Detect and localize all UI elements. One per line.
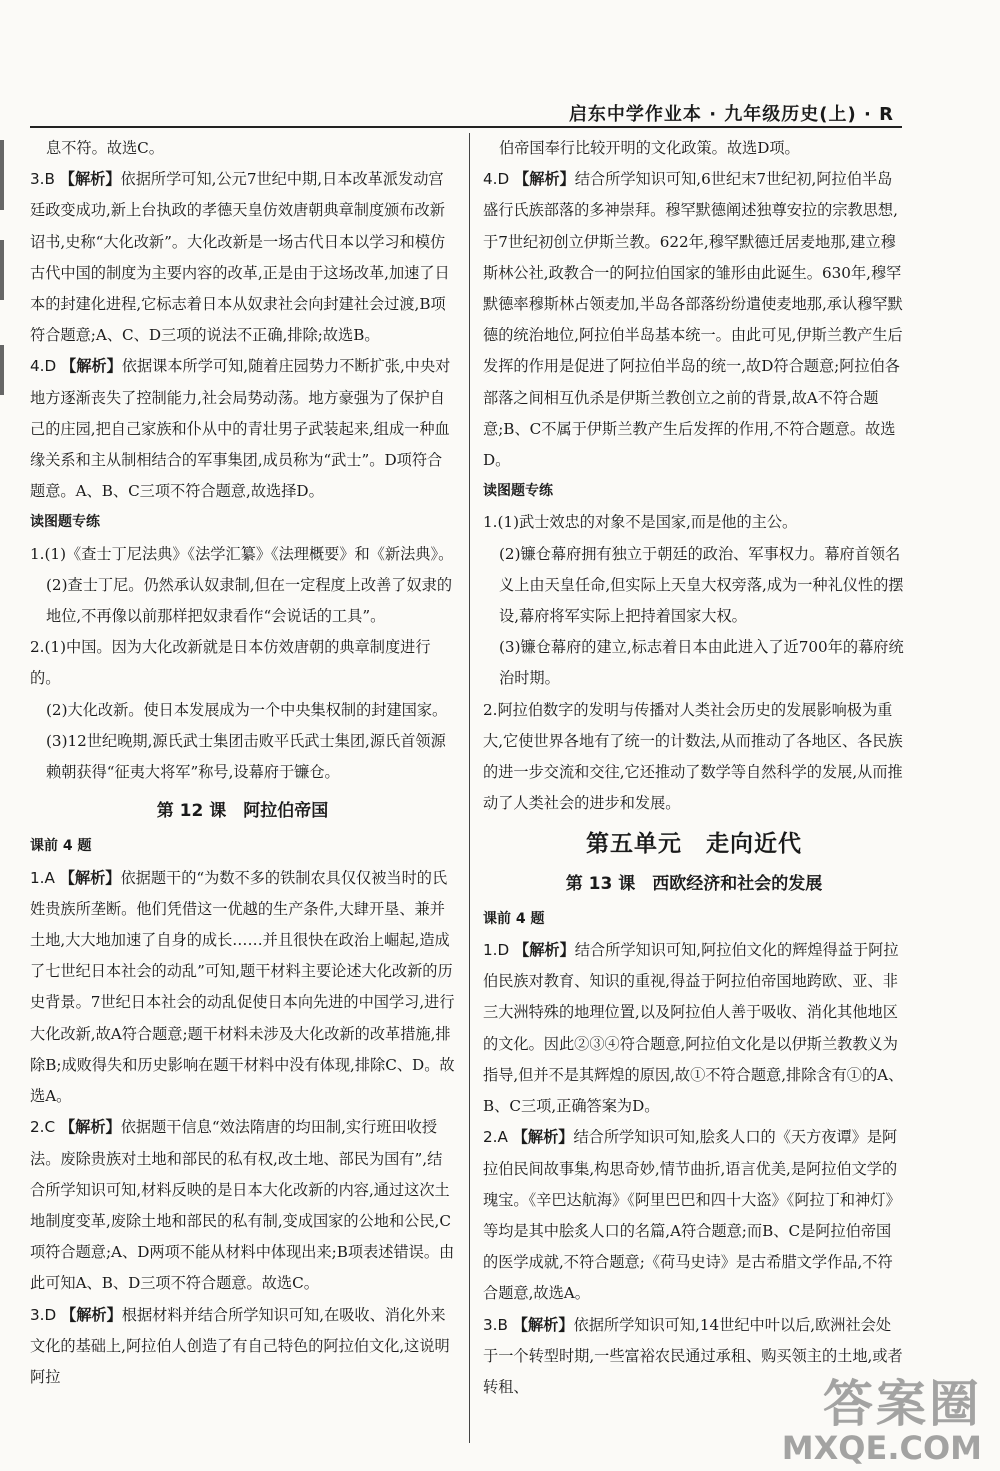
analysis-tag: 【解析】 — [61, 1305, 122, 1324]
answer-text: 结合所学知识可知,脍炙人口的《天方夜谭》是阿拉伯民间故事集,构思奇妙,情节曲折,语言优美,是阿拉伯文学的瑰宝。《辛巴达航海》《阿里巴巴和四十大盗》《阿拉丁和神灯》等均是其中脍炙人口的名篇,A符合题意;而B、C是阿拉伯帝国的医学成就,不符合题意;《荷马史诗》是古希腊文学作品,不符合题意,故选A。 — [483, 1128, 901, 1303]
site-watermark — [782, 1377, 982, 1465]
answer-item: (3)12世纪晚期,源氏武士集团击败平氏武士集团,源氏首领源赖朝获得“征夷大将军”称号,设幕府于镰仓。 — [46, 731, 446, 782]
paragraph: 息不符。故选C。 — [46, 139, 164, 157]
binding-edge-mark — [0, 240, 4, 300]
lesson-title: 第 12 课 阿拉伯帝国 — [156, 801, 329, 822]
answer-number: 2.A — [483, 1128, 508, 1147]
answer-text: 依据所学可知,公元7世纪中期,日本改革派发动宫廷政变成功,新上台执政的孝德天皇仿效唐朝典章制度颁布改新诏书,史称“大化改新”。大化改新是一场古代日本以学习和模仿古代中国的制度为主要内容的改革,正是由于这场改革,加速了日本的封建化进程,它标志着日本从奴隶社会向封建社会过渡,B项符合题意;A、C、D三项的说法不正确,排除;故选B。 — [30, 170, 450, 345]
right-column — [483, 133, 905, 1403]
answer-item — [30, 1300, 455, 1394]
answer-item — [30, 164, 455, 351]
answer-text: 结合所学知识可知,阿拉伯文化的辉煌得益于阿拉伯民族对教育、知识的重视,得益于阿拉伯帝国地跨欧、亚、非三大洲特殊的地理位置,以及阿拉伯人善于吸收、消化其他地区的文化。因此②③④符合题意,阿拉伯文化是以伊斯兰教教义为指导,但并不是其辉煌的原因,故①不符合题意,排除含有①的A、B、C三项,正确答案为D。 — [483, 941, 904, 1116]
left-column — [30, 133, 455, 1393]
answer-text: 结合所学知识可知,6世纪末7世纪初,阿拉伯半岛盛行氏族部落的多神崇拜。穆罕默德阐述独尊安拉的宗教思想,于7世纪初创立伊斯兰教。622年,穆罕默德迁居麦地那,建立穆斯林公社,政教合一的阿拉伯国家的雏形由此诞生。630年,穆罕默德率穆斯林占领麦加,半岛各部落纷纷遣使麦地那,承认穆罕默德的统治地位,阿拉伯半岛基本统一。由此可见,伊斯兰教产生后发挥的作用是促进了阿拉伯半岛的统一,故D符合题意;阿拉伯各部落之间相互仇杀是伊斯兰教创立之前的背景,故A不符合题意;B、C不属于伊斯兰教产生后发挥的作用,不符合题意。故选D。 — [483, 170, 903, 470]
section-heading: 读图题专练 — [30, 514, 100, 531]
answer-number: 1.D — [483, 941, 510, 960]
answer-text: 根据材料并结合所学知识可知,在吸收、消化外来文化的基础上,阿拉伯人创造了有自己特色的阿拉伯文化,这说明阿拉 — [30, 1305, 450, 1386]
answer-item: 2.(1)中国。因为大化改新就是日本仿效唐朝的典章制度进行的。 — [30, 638, 431, 688]
analysis-tag: 【解析】 — [59, 1118, 121, 1137]
answer-item — [30, 863, 455, 1113]
answer-number: 4.D — [30, 357, 57, 376]
answer-number: 4.D — [483, 170, 510, 189]
page-header — [30, 100, 902, 128]
column-divider — [469, 133, 470, 1443]
answer-item — [483, 935, 905, 1122]
binding-edge-mark — [0, 345, 4, 395]
analysis-tag: 【解析】 — [512, 1128, 574, 1147]
answer-item: 1.(1)《查士丁尼法典》《法学汇纂》《法理概要》和《新法典》。 — [30, 544, 454, 563]
section-heading: 课前 4 题 — [30, 838, 92, 855]
answer-item: (2)镰仓幕府拥有独立于朝廷的政治、军事权力。幕府首领名义上由天皇任命,但实际上天皇大权旁落,成为一种礼仪性的摆设,幕府将军实际上把持着国家大权。 — [499, 544, 904, 626]
watermark-logo-text: 答案圈 — [823, 1375, 982, 1433]
watermark-domain: MXQE.COM — [781, 1429, 982, 1467]
answer-item — [483, 164, 905, 476]
answer-item: (2)大化改新。使日本发展成为一个中央集权制的封建国家。 — [46, 700, 448, 719]
answer-item: (3)镰仓幕府的建立,标志着日本由此进入了近700年的幕府统治时期。 — [499, 638, 904, 688]
answer-number: 2.C — [30, 1118, 56, 1137]
answer-item — [30, 1112, 455, 1299]
answer-number: 3.D — [30, 1305, 57, 1324]
answer-text: 依据所学知识可知,14世纪中叶以后,欧洲社会处于一个转型时期,一些富裕农民通过承租、购买领主的土地,或者转租、 — [483, 1315, 903, 1396]
binding-edge-mark — [0, 140, 4, 210]
lesson-title: 第 13 课 西欧经济和社会的发展 — [565, 873, 823, 894]
answer-item: 2.阿拉伯数字的发明与传播对人类社会历史的发展影响极为重大,它使世界各地有了统一的计数法,从而推动了各地区、各民族的进一步交流和交往,它还推动了数学等自然科学的发展,从而推动了人类社会的进步和发展。 — [483, 700, 903, 813]
paragraph: 伯帝国奉行比较开明的文化政策。故选D项。 — [499, 139, 800, 157]
answer-text: 依据题干的“为数不多的铁制农具仅仅被当时的氏姓贵族所垄断。他们凭借这一优越的生产条件,大肆开垦、兼并土地,大大地加速了自身的成长……并且很快在政治上崛起,造成了七世纪日本社会的动乱”可知,题干材料主要论述大化改新的历史背景。7世纪日本社会的动乱促使日本向先进的中国学习,进行大化改新,故A符合题意;题干材料未涉及大化改新的改革措施,排除B;成败得失和历史影响在题干材料中没有体现,排除C、D。故选A。 — [30, 868, 455, 1106]
answer-number: 3.B — [483, 1315, 508, 1334]
answer-text: 依据题干信息“效法隋唐的均田制,实行班田收授法。废除贵族对土地和部民的私有权,改土地、部民为国有”,结合所学知识可知,材料反映的是日本大化改新的内容,通过这次土地制度变革,废除土地和部民的私有制,变成国家的公地和公民,C项符合题意;A、D两项不能从材料中体现出来;B项表述错误。由此可知A、B、D三项不符合题意。故选C。 — [30, 1118, 455, 1293]
analysis-tag: 【解析】 — [514, 170, 575, 189]
analysis-tag: 【解析】 — [61, 357, 122, 376]
section-heading: 课前 4 题 — [483, 910, 545, 927]
unit-title: 第五单元 走向近代 — [586, 831, 802, 858]
analysis-tag: 【解析】 — [512, 1315, 574, 1334]
header-title: 启东中学作业本 · 九年级历史(上) · R — [568, 104, 894, 125]
analysis-tag: 【解析】 — [59, 868, 121, 887]
answer-item — [30, 351, 455, 507]
answer-item: (2)查士丁尼。仍然承认奴隶制,但在一定程度上改善了奴隶的地位,不再像以前那样把奴隶看作“会说话的工具”。 — [46, 575, 453, 626]
answer-text: 依据课本所学可知,随着庄园势力不断扩张,中央对地方逐渐丧失了控制能力,社会局势动荡。地方豪强为了保护自己的庄园,把自己家族和仆从中的青壮男子武装起来,组成一种血缘关系和主从制相结合的军事集团,成员称为“武士”。D项符合题意。A、B、C三项不符合题意,故选择D。 — [30, 357, 451, 501]
answer-item — [483, 1122, 905, 1309]
answer-item: 1.(1)武士效忠的对象不是国家,而是他的主公。 — [483, 513, 798, 532]
analysis-tag: 【解析】 — [514, 941, 575, 960]
analysis-tag: 【解析】 — [59, 170, 121, 189]
answer-number: 1.A — [30, 868, 55, 887]
answer-number: 3.B — [30, 170, 55, 189]
section-heading: 读图题专练 — [483, 483, 553, 500]
